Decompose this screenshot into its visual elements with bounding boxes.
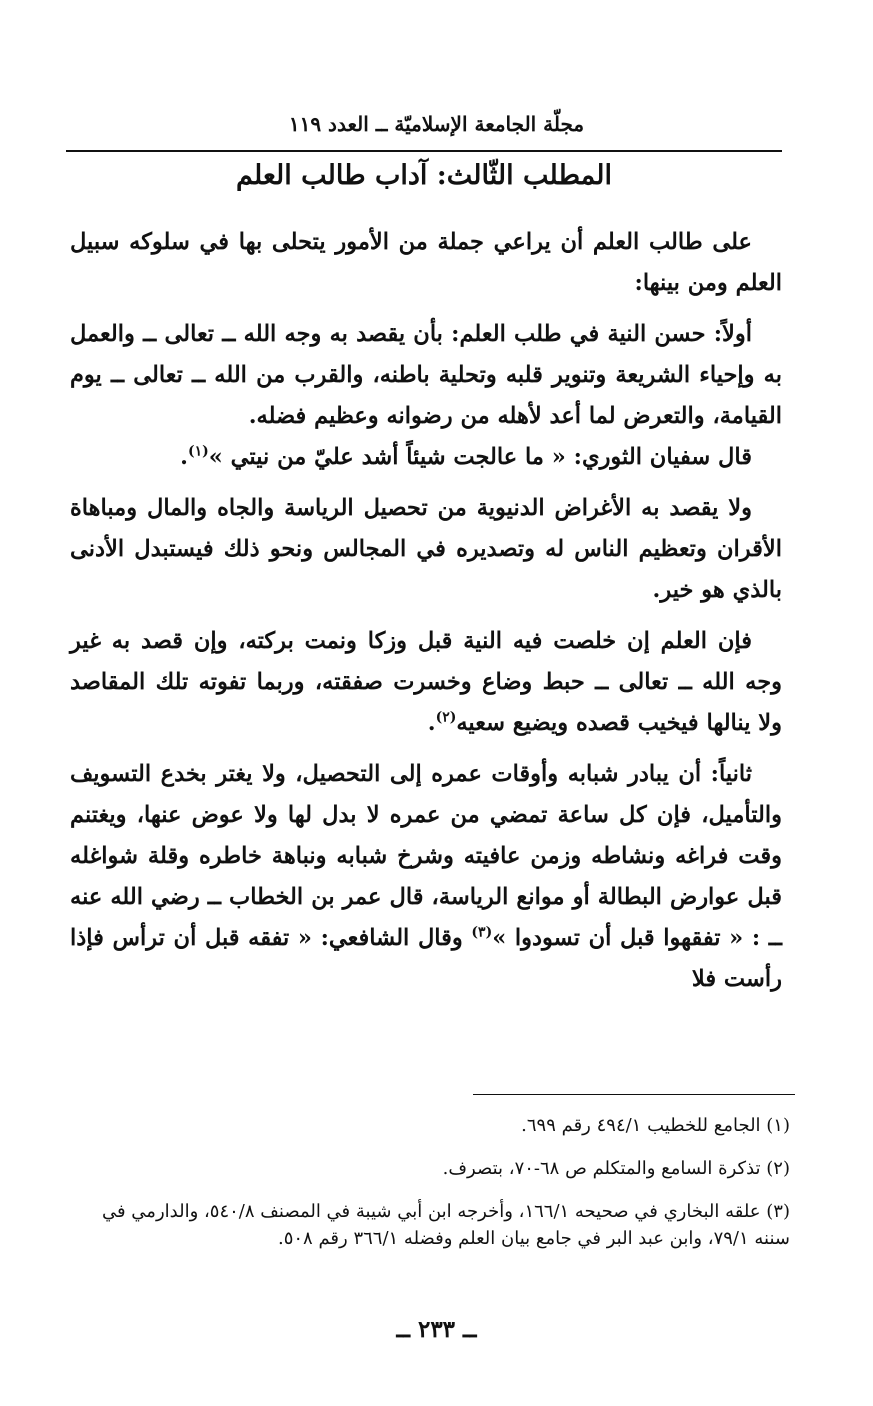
running-header: مجلّة الجامعة الإسلاميّة ــ العدد ١١٩ (288, 112, 585, 136)
paragraph-intro: على طالب العلم أن يراعي جملة من الأمور يتحلى بها في سلوكه سبيل العلم ومن بينها: (70, 229, 782, 296)
footnote-ref-1[interactable]: (١) (187, 443, 209, 460)
second-point-text: ثانياً: أن يبادر شبابه وأوقات عمره إلى التحصيل، ولا يغتر بخدع التسويف والتأميل، فإن كل ساعة تمضي من عمره لا بدل لها ولا عوض عنها، ويغتنم وقت فراغه ونشاطه وزمن عافيته وشرخ شبابه ونباهة خاطره وقلة شواغله قبل عوارض البطالة أو موانع الرياسة، قال عمر بن الخطاب ــ رضي الله عنه ــ : « تفقهوا قبل أن تسودوا » (70, 761, 782, 951)
footnote-1: (١) الجامع للخطيب ٤٩٤/١ رقم ٦٩٩. (521, 1115, 790, 1136)
paragraph-sincerity: فإن العلم إن خلصت فيه النية قبل وزكا ونمت بركته، وإن قصد به غير وجه الله ــ تعالى ــ حبط وضاع وخسرت صفقته، وربما تفوته تلك المقاصد ولا ينالها فيخيب قصده ويضيع سعيه$^{(٢)}$. (70, 628, 782, 736)
body-text (70, 222, 782, 1000)
footnote-ref-3[interactable]: (٣) (471, 924, 493, 941)
page-number: ــ ٢٣٣ ــ (396, 1316, 477, 1343)
shafii-quote-text: وقال الشافعي: « تفقه قبل أن ترأس فإذا رأست فلا (70, 925, 782, 992)
footnote-3: (٣) علقه البخاري في صحيحه ١٦٦/١، وأخرجه ابن أبي شيبة في المصنف ٥٤٠/٨، والدارمي في سننه ٧٩/١، وابن عبد البر في جامع بيان العلم وفضله ٣٦٦/١ رقم ٥٠٨. (101, 1201, 790, 1249)
paragraph-worldly-aims: ولا يقصد به الأغراض الدنيوية من تحصيل الرياسة والجاه والمال ومباهاة الأقران وتعظيم الناس له وتصديره في المجالس ونحو ذلك فيستبدل الأدنى بالذي هو خير. (70, 495, 782, 603)
paragraph-second-point (70, 754, 782, 1000)
quote-text: قال سفيان الثوري: « ما عالجت شيئاً أشد عليّ من نيتي » (208, 444, 752, 470)
paragraph-first-point: أولاً: حسن النية في طلب العلم: بأن يقصد به وجه الله ــ تعالى ــ والعمل به وإحياء الشريعة وتنوير قلبه وتحلية باطنه، والقرب من الله ــ تعالى ــ يوم القيامة، والتعرض لما أعد لأهله من رضوانه وعظيم فضله. (70, 321, 782, 429)
footnotes (90, 1112, 790, 1268)
sincerity-text: فإن العلم إن خلصت فيه النية قبل وزكا ونمت بركته، وإن قصد به غير وجه الله ــ تعالى ــ حبط وضاع وخسرت صفقته، وربما تفوته تلك المقاصد ولا ينالها فيخيب قصده ويضيع سعيه (70, 628, 782, 736)
footnote-2: (٢) تذكرة السامع والمتكلم ص ٦٨-٧٠، بتصرف. (442, 1158, 790, 1179)
footnote-ref-2[interactable]: (٢) (435, 709, 457, 726)
header-rule (66, 150, 782, 152)
section-title: المطلب الثّالث: آداب طالب العلم (236, 160, 612, 191)
footnote-rule (473, 1094, 795, 1095)
paragraph-quote-thawri: قال سفيان الثوري: « ما عالجت شيئاً أشد عليّ من نيتي »$^{(١)}$. (180, 443, 752, 470)
